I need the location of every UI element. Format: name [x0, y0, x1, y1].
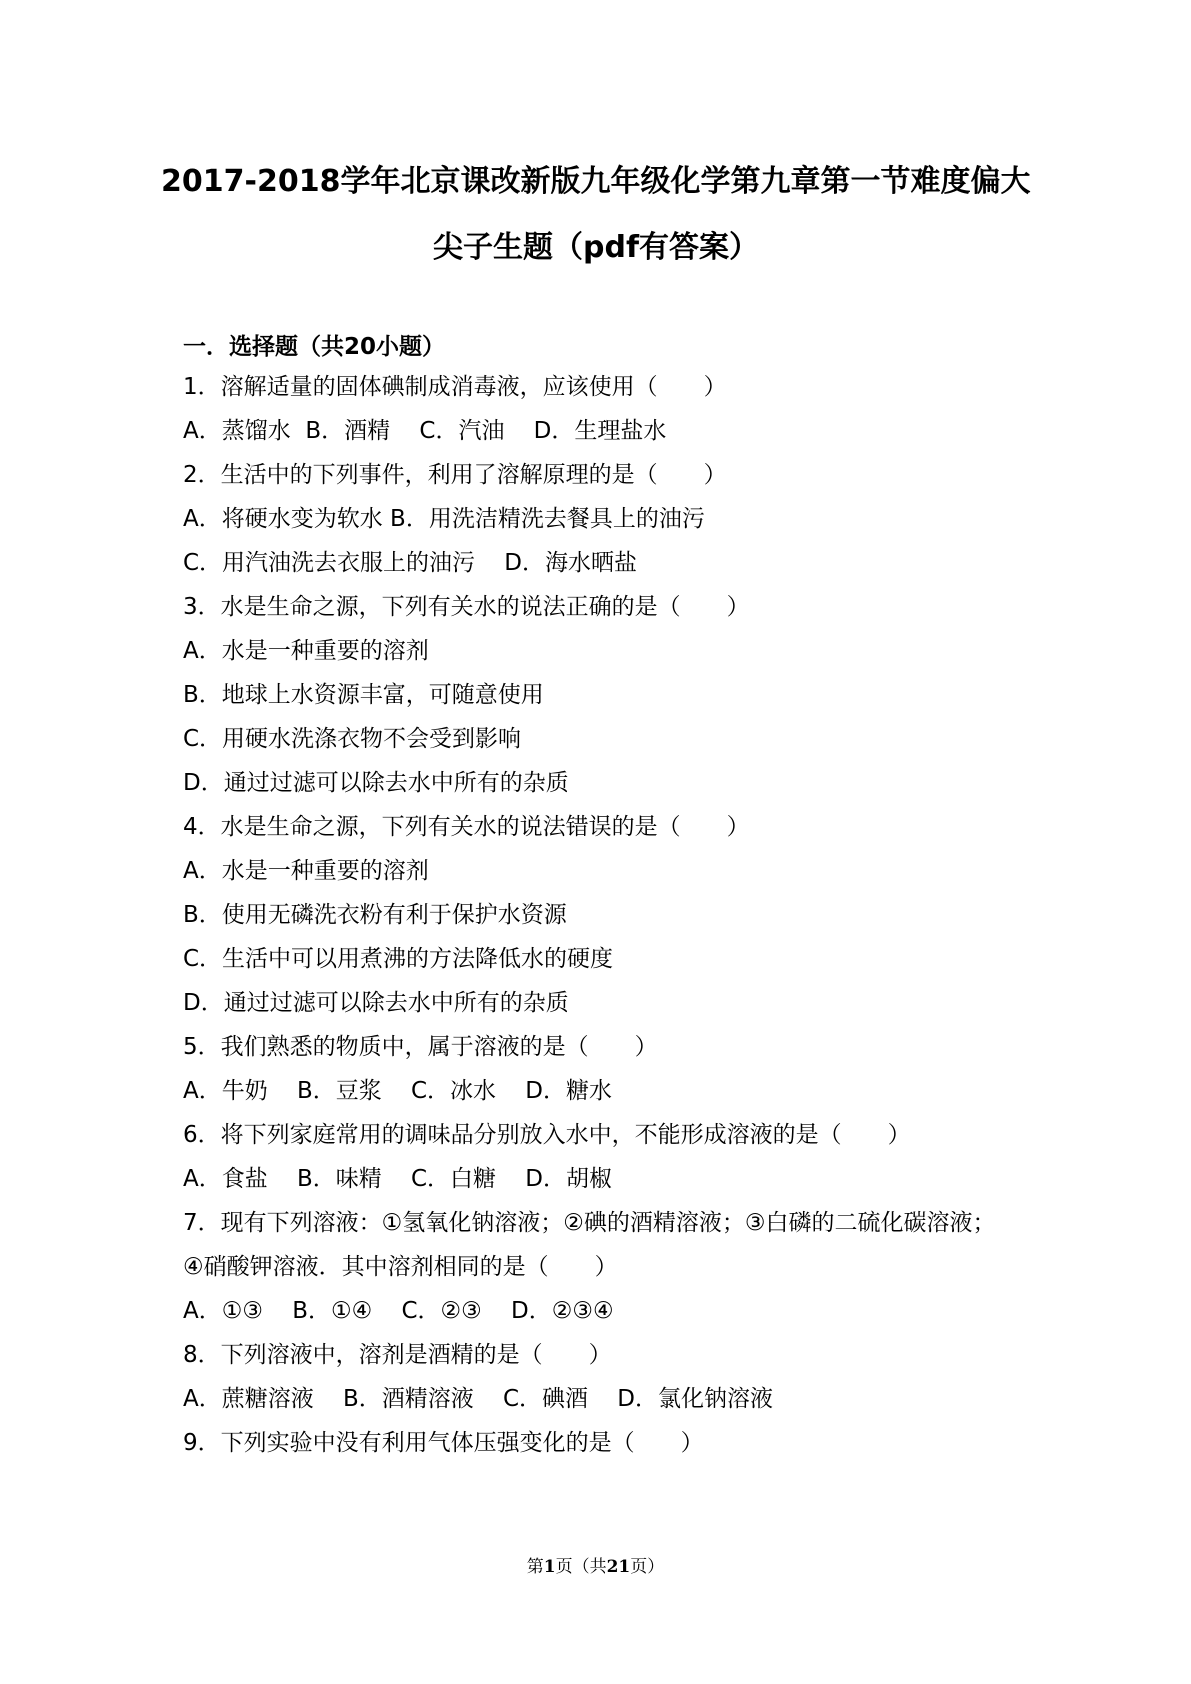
question-5: 5．我们熟悉的物质中，属于溶液的是（ ）: [183, 1034, 658, 1060]
question-7-continued: ④硝酸钾溶液．其中溶剂相同的是（ ）: [183, 1254, 618, 1280]
document-title-line-2: 尖子生题（pdf有答案）: [433, 230, 760, 265]
question-8: 8．下列溶液中，溶剂是酒精的是（ ）: [183, 1342, 612, 1368]
question-1-options: A．蒸馏水 B．酒精 C．汽油 D．生理盐水: [183, 418, 667, 444]
question-6-options: A．食盐 B．味精 C．白糖 D．胡椒: [183, 1166, 613, 1192]
question-2: 2．生活中的下列事件，利用了溶解原理的是（ ）: [183, 462, 727, 488]
question-3: 3．水是生命之源，下列有关水的说法正确的是（ ）: [183, 594, 750, 620]
section-heading: 一．选择题（共20小题）: [183, 334, 446, 360]
question-2-options-cd: C．用汽油洗去衣服上的油污 D．海水晒盐: [183, 550, 638, 576]
footer-page-number: 1: [543, 1557, 556, 1577]
footer-total-pages: 21: [606, 1557, 631, 1577]
question-2-options-ab: A．将硬水变为软水 B．用洗洁精洗去餐具上的油污: [183, 506, 705, 532]
question-8-options: A．蔗糖溶液 B．酒精溶液 C．碘酒 D．氯化钠溶液: [183, 1386, 774, 1412]
question-4-option-c: C．生活中可以用煮沸的方法降低水的硬度: [183, 946, 614, 972]
page-footer: [0, 1552, 1191, 1577]
question-4-option-b: B．使用无磷洗衣粉有利于保护水资源: [183, 902, 567, 928]
question-4-option-d: D．通过过滤可以除去水中所有的杂质: [183, 990, 569, 1016]
question-3-option-a: A．水是一种重要的溶剂: [183, 638, 429, 664]
footer-prefix: 第: [526, 1557, 544, 1577]
question-1: 1．溶解适量的固体碘制成消毒液，应该使用（ ）: [183, 374, 727, 400]
footer-middle: 页（共: [555, 1557, 607, 1577]
footer-suffix: 页）: [630, 1557, 665, 1577]
question-6: 6．将下列家庭常用的调味品分别放入水中，不能形成溶液的是（ ）: [183, 1122, 911, 1148]
question-5-options: A．牛奶 B．豆浆 C．冰水 D．糖水: [183, 1078, 613, 1104]
question-4: 4．水是生命之源，下列有关水的说法错误的是（ ）: [183, 814, 750, 840]
document-title-line-1: 2017-2018学年北京课改新版九年级化学第九章第一节难度偏大: [161, 164, 1031, 199]
question-9: 9．下列实验中没有利用气体压强变化的是（ ）: [183, 1430, 704, 1456]
question-3-option-b: B．地球上水资源丰富，可随意使用: [183, 682, 544, 708]
question-4-option-a: A．水是一种重要的溶剂: [183, 858, 429, 884]
question-3-option-d: D．通过过滤可以除去水中所有的杂质: [183, 770, 569, 796]
question-7: 7．现有下列溶液：①氢氧化钠溶液；②碘的酒精溶液；③白磷的二硫化碳溶液；: [183, 1210, 996, 1236]
question-7-options: A．①③ B．①④ C．②③ D．②③④: [183, 1298, 614, 1324]
question-3-option-c: C．用硬水洗涤衣物不会受到影响: [183, 726, 522, 752]
